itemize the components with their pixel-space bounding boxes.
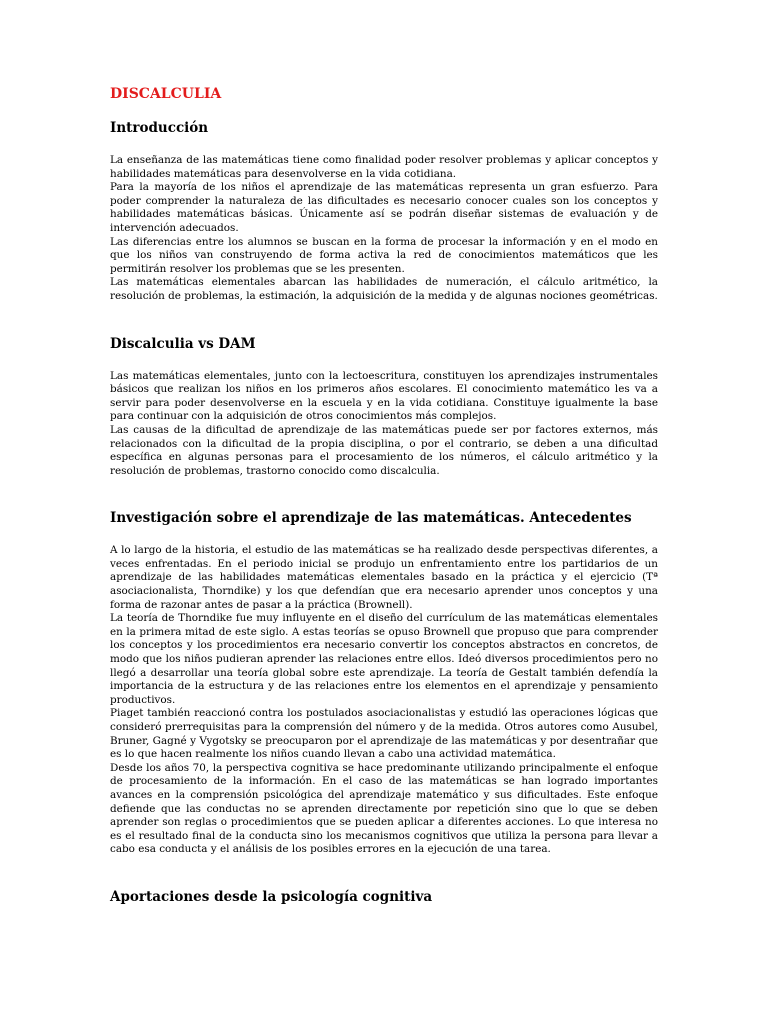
- section-body-discalculia-vs-dam: [110, 370, 658, 479]
- paragraph: La teoría de Thorndike fue muy influyente en el diseño del currículum de las matemáticas elementales en la primera mitad de este siglo. A estas teorías se opuso Brownell que propuso que para comprender los conceptos y los procedimientos era necesario convertir los conceptos abstractos en concretos, de modo que los niños pudieran aprender las relaciones entre ellos. Ideó diversos procedimientos pero no llegó a desarrollar una teoría global sobre este aprendizaje. La teoría de Gestalt también defendía la importancia de la estructura y de las relaciones entre los elementos en el aprendizaje y pensamiento productivos.: [110, 612, 658, 706]
- section-investigacion: [110, 508, 658, 857]
- paragraph: Las matemáticas elementales, junto con la lectoescritura, constituyen los aprendizajes instrumentales básicos que realizan los niños en los primeros años escolares. El conocimiento matemático les va a servir para poder desenvolverse en la escuela y en la vida cotidiana. Constituye igualmente la base para continuar con la adquisición de otros conocimientos más complejos.: [110, 369, 658, 423]
- paragraph: Las matemáticas elementales abarcan las habilidades de numeración, el cálculo aritmético, la resolución de problemas, la estimación, la adquisición de la medida y de algunas nociones geométricas.: [110, 276, 658, 302]
- paragraph: Las causas de la dificultad de aprendizaje de las matemáticas puede ser por factores externos, más relacionados con la dificultad de la propia disciplina, o por el contrario, se deben a una dificultad específica en algunas personas para el procesamiento de los números, el cálculo aritmético y la resolución de problemas, trastorno conocido como discalculia.: [110, 423, 658, 477]
- paragraph: A lo largo de la historia, el estudio de las matemáticas se ha realizado desde perspectivas diferentes, a veces enfrentadas. En el periodo inicial se produjo un enfrentamiento entre los partidarios de un aprendizaje de las habilidades matemáticas elementales basado en la práctica y el ejercicio (Tª asociacionalista, Thorndike) y los que defendían que era necesario aprender unos conceptos y una forma de razonar antes de pasar a la práctica (Brownell).: [110, 544, 658, 611]
- section-discalculia-vs-dam: [110, 334, 658, 479]
- section-body-investigacion: [110, 544, 658, 857]
- section-heading-aportaciones: Aportaciones desde la psicología cognitiva: [110, 888, 433, 905]
- section-heading-investigacion: Investigación sobre el aprendizaje de las matemáticas. Antecedentes: [110, 510, 632, 527]
- section-aportaciones: [110, 887, 658, 907]
- paragraph: Desde los años 70, la perspectiva cognitiva se hace predominante utilizando principalmente el enfoque de procesamiento de la información. En el caso de las matemáticas se han logrado importantes avances en la comprensión psicológica del aprendizaje matemático y sus dificultades. Este enfoque defiende que las conductas no se aprenden directamente por repetición sino que lo que se deben aprender son reglas o procedimientos que se pueden aplicar a diferentes acciones. Lo que interesa no es el resultado final de la conducta sino los mecanismos cognitivos que utiliza la persona para llevar a cabo esa conducta y el análisis de los posibles errores en la ejecución de una tarea.: [110, 761, 658, 856]
- section-heading-discalculia-vs-dam: Discalculia vs DAM: [110, 335, 256, 352]
- document-title: DISCALCULIA: [110, 86, 222, 102]
- paragraph: Piaget también reaccionó contra los postulados asociacionalistas y estudió las operaciones lógicas que consideró prerrequisitas para la comprensión del número y de la medida. Otros autores como Ausubel, Bruner, Gagné y Vygotsky se preocuparon por el aprendizaje de las matemáticas y por desentrañar que es lo que hacen realmente los niños cuando llevan a cabo una actividad matemática.: [110, 707, 658, 761]
- paragraph: Las diferencias entre los alumnos se buscan en la forma de procesar la información y en el modo en que los niños van construyendo de forma activa la red de conocimientos matemáticos que les permitirán resolver los problemas que se les presenten.: [110, 235, 658, 275]
- section-body-introduccion: [110, 154, 658, 304]
- paragraph: Para la mayoría de los niños el aprendizaje de las matemáticas representa un gran esfuerzo. Para poder comprender la naturaleza de las dificultades es necesario conocer cuales son los conceptos y habilidades matemáticas básicas. Únicamente así se podrán diseñar sistemas de evaluación y de intervención adecuados.: [110, 181, 658, 234]
- document-page: [110, 84, 658, 907]
- paragraph: La enseñanza de las matemáticas tiene como finalidad poder resolver problemas y aplicar conceptos y habilidades matemáticas para desenvolverse en la vida cotidiana.: [110, 154, 658, 180]
- section-heading-introduccion: Introducción: [110, 120, 209, 136]
- section-introduccion: [110, 118, 658, 304]
